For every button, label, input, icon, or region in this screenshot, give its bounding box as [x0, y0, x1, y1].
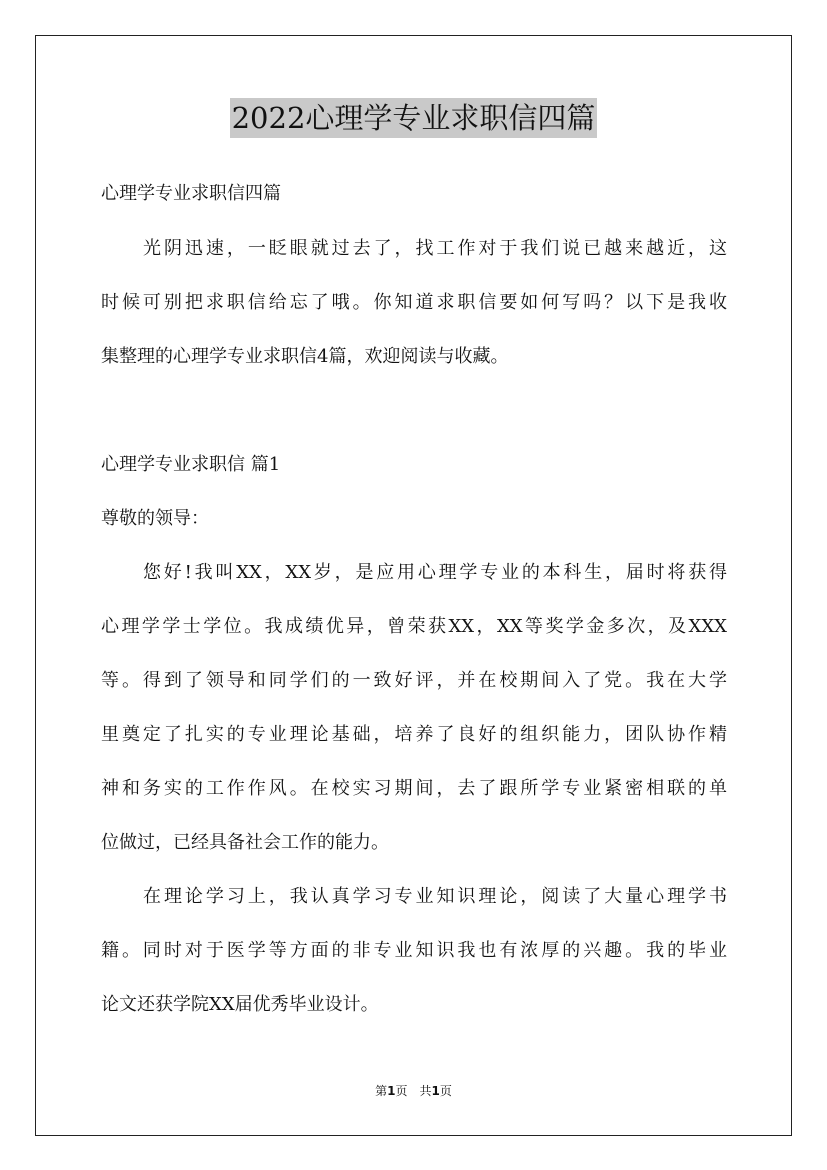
footer-label: 页 [439, 1084, 452, 1098]
page-footer [0, 1082, 827, 1099]
paragraph-line: 籍。同时对于医学等方面的非专业知识我也有浓厚的兴趣。我的毕业 [101, 940, 727, 961]
paragraph-line: 里奠定了扎实的专业理论基础，培养了良好的组织能力，团队协作精 [101, 724, 727, 745]
section-heading: 心理学专业求职信 篇1 [101, 454, 281, 475]
footer-total-pages: 1 [431, 1084, 440, 1098]
paragraph-line: 等。得到了领导和同学们的一致好评，并在校期间入了党。我在大学 [101, 670, 727, 691]
paragraph-line: 在理论学习上，我认真学习专业知识理论，阅读了大量心理学书 [143, 886, 727, 907]
footer-label: 第 [375, 1084, 388, 1098]
paragraph-line: 时候可别把求职信给忘了哦。你知道求职信要如何写吗？以下是我收 [101, 292, 727, 313]
salutation: 尊敬的领导： [101, 508, 209, 529]
paragraph-line: 论文还获学院XX届优秀毕业设计。 [101, 994, 379, 1015]
paragraph-line: 位做过，已经具备社会工作的能力。 [101, 832, 389, 853]
subtitle-line: 心理学专业求职信四篇 [101, 183, 281, 204]
footer-page-number: 1 [387, 1084, 396, 1098]
paragraph-line: 神和务实的工作作风。在校实习期间，去了跟所学专业紧密相联的单 [101, 778, 727, 799]
paragraph-line: 光阴迅速，一眨眼就过去了，找工作对于我们说已越来越近，这 [143, 238, 727, 259]
title-container [0, 98, 827, 138]
paragraph-line: 您好!我叫XX，XX岁，是应用心理学专业的本科生，届时将获得 [143, 562, 727, 583]
footer-label: 页 共 [395, 1084, 432, 1098]
paragraph-line: 集整理的心理学专业求职信4篇，欢迎阅读与收藏。 [101, 346, 509, 367]
paragraph-line: 心理学学士学位。我成绩优异，曾荣获XX，XX等奖学金多次，及XXX [101, 616, 727, 637]
document-title: 2022心理学专业求职信四篇 [230, 98, 598, 138]
